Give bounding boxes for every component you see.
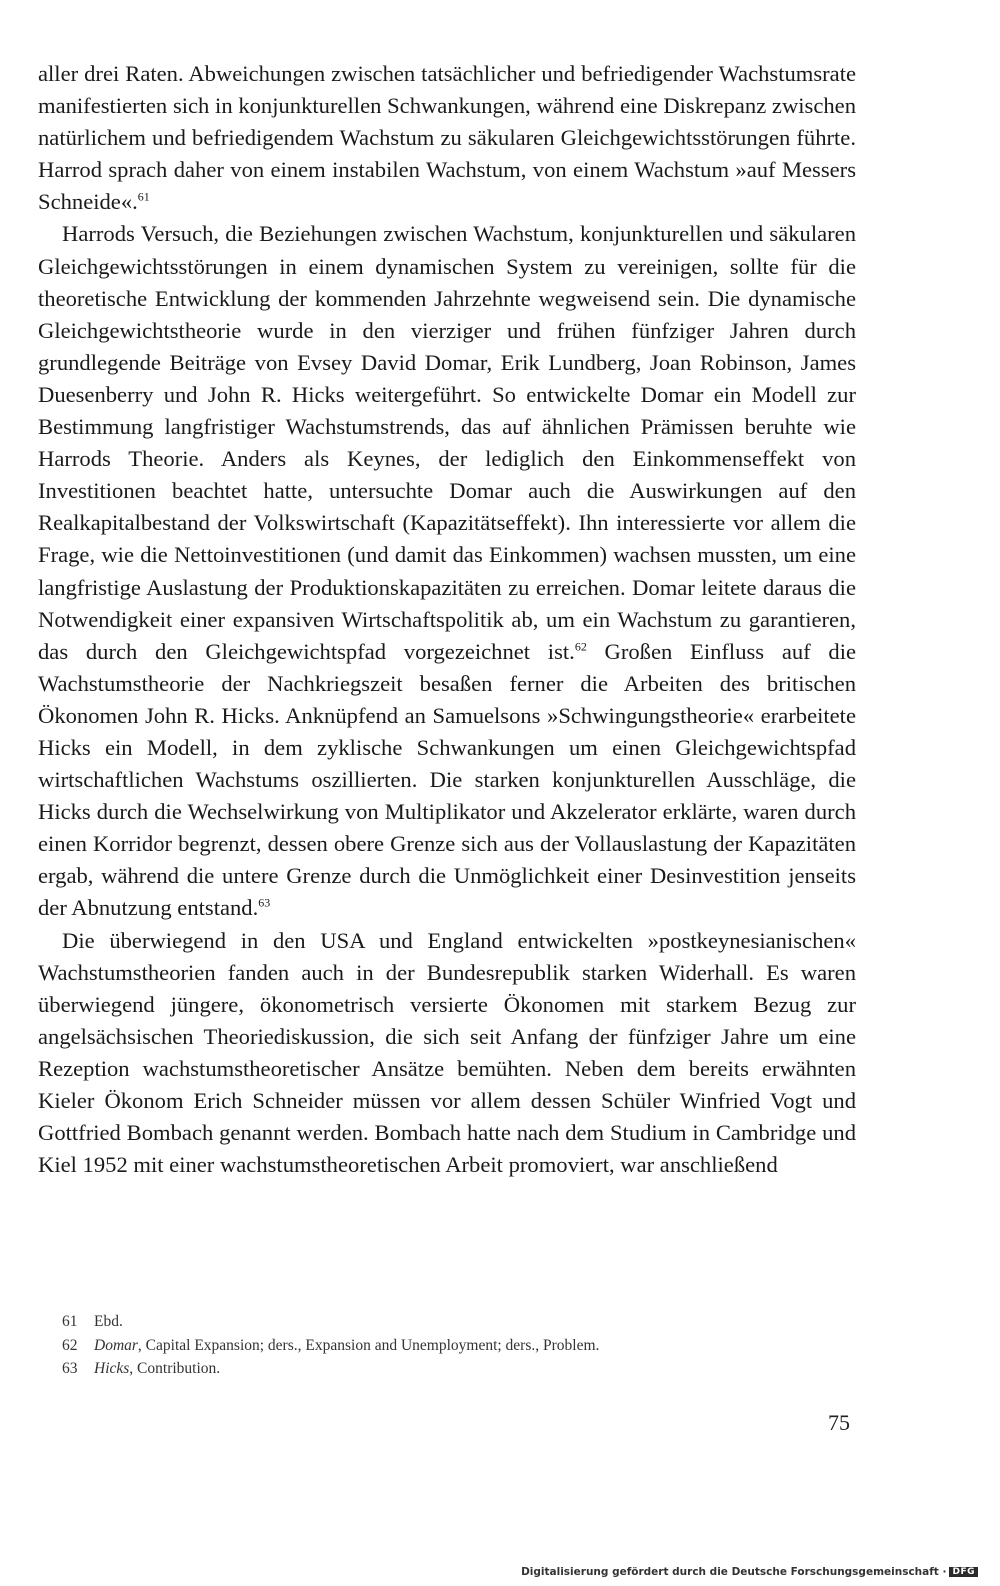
footnote-62: [62, 1334, 862, 1358]
footnote-ref-61: 61: [137, 189, 150, 204]
footnote-author: Hicks: [94, 1360, 130, 1377]
footnote-ref-63: 63: [258, 895, 271, 910]
footnote-63: [62, 1357, 862, 1381]
paragraph-2-text: Harrods Versuch, die Beziehungen zwischen Wachstum, konjunkturellen und säkularen Gleichgewichtsstörungen in einem dynamischen System zu vereinigen, sollte für die theoretische Entwicklung der kommenden Jahrzehnte wegweisend sein. Die dynamische Gleichgewichtstheorie wurde in den vierziger und frühen fünfziger Jahren durch grundlegende Beiträge von Evsey David Domar, Erik Lundberg, Joan Robinson, James Duesenberry und John R. Hicks weitergeführt. So entwickelte Domar ein Modell zur Bestimmung langfristiger Wachstumstrends, das auf ähnlichen Prämissen beruhte wie Harrods Theorie. Anders als Keynes, der lediglich den Einkommenseffekt von Investitionen beachtet hatte, untersuchte Domar auch die Auswirkungen auf den Realkapitalbestand der Volkswirtschaft (Kapazitätseffekt). Ihn interessierte vor allem die Frage, wie die Nettoinvestitionen (und damit das Einkommen) wachsen mussten, um eine langfristige Auslastung der Produktionskapazitäten zu erreichen. Domar leitete daraus die Notwendigkeit einer expansiven Wirtschaftspolitik ab, um ein Wachstum zu garantieren, das durch den Gleichgewichtspfad vorgezeichnet ist.: [38, 221, 856, 664]
paragraph-2: [38, 218, 856, 924]
paragraph-3: [38, 925, 856, 1182]
footnote-ref-62: 62: [574, 639, 587, 654]
dfg-logo: DFG: [949, 1567, 978, 1577]
paragraph-3-text: Die überwiegend in den USA und England entwickelten »postkeynesianischen« Wachstumstheorien fanden auch in der Bundesrepublik starken Widerhall. Es waren überwiegend jüngere, ökonometrisch versierte Ökonomen mit starkem Bezug zur angelsächsischen Theoriediskussion, die sich seit Anfang der fünfziger Jahre um eine Rezeption wachstumstheoretischer Ansätze bemühten. Neben dem bereits erwähnten Kieler Ökonom Erich Schneider müssen vor allem dessen Schüler Winfried Vogt und Gottfried Bombach genannt werden. Bombach hatte nach dem Studium in Cambridge und Kiel 1952 mit einer wachstumstheoretischen Arbeit promoviert, war anschließend: [38, 927, 856, 1178]
footnote-number: 61: [62, 1313, 78, 1330]
main-text: [38, 58, 856, 1181]
footnote-number: 63: [62, 1360, 78, 1377]
footer-text: Digitalisierung gefördert durch die Deutsche Forschungsgemeinschaft ·: [521, 1566, 947, 1578]
footnote-text: Ebd.: [94, 1313, 123, 1330]
paragraph-1-text: aller drei Raten. Abweichungen zwischen tatsächlicher und befriedigender Wachstumsrate manifestierten sich in konjunkturellen Schwankungen, während eine Diskrepanz zwischen natürlichem und befriedigendem Wachstum zu säkularen Gleichgewichtsstörungen führte. Harrod sprach daher von einem instabilen Wachstum, von einem Wachstum »auf Messers Schneide«.: [38, 61, 856, 215]
footnote-text: , Capital Expansion; ders., Expansion and Unemployment; ders., Problem.: [137, 1336, 600, 1354]
footnotes: [62, 1310, 862, 1381]
footnote-61: [62, 1310, 862, 1334]
footnote-text: , Contribution.: [129, 1360, 221, 1377]
digitization-footer: [521, 1566, 978, 1578]
page-number: 75: [828, 1410, 850, 1435]
footnote-number: 62: [62, 1336, 78, 1354]
footnote-author: Domar: [94, 1336, 138, 1354]
paragraph-1: [38, 58, 856, 218]
paragraph-2-continuation: Großen Einfluss auf die Wachstumstheorie der Nachkriegszeit besaßen ferner die Arbeiten des britischen Ökonomen John R. Hicks. Anknüpfend an Samuelsons »Schwingungstheorie« erarbeitete Hicks ein Modell, in dem zyklische Schwankungen um einen Gleichgewichtspfad wirtschaftlichen Wachstums oszillierten. Die starken konjunkturellen Ausschläge, die Hicks durch die Wechselwirkung von Multiplikator und Akzelerator erklärte, waren durch einen Korridor begrenzt, dessen obere Grenze sich aus der Vollauslastung der Kapazitäten ergab, während die untere Grenze durch die Unmöglichkeit einer Desinvestition jenseits der Abnutzung entstand.: [38, 638, 856, 921]
